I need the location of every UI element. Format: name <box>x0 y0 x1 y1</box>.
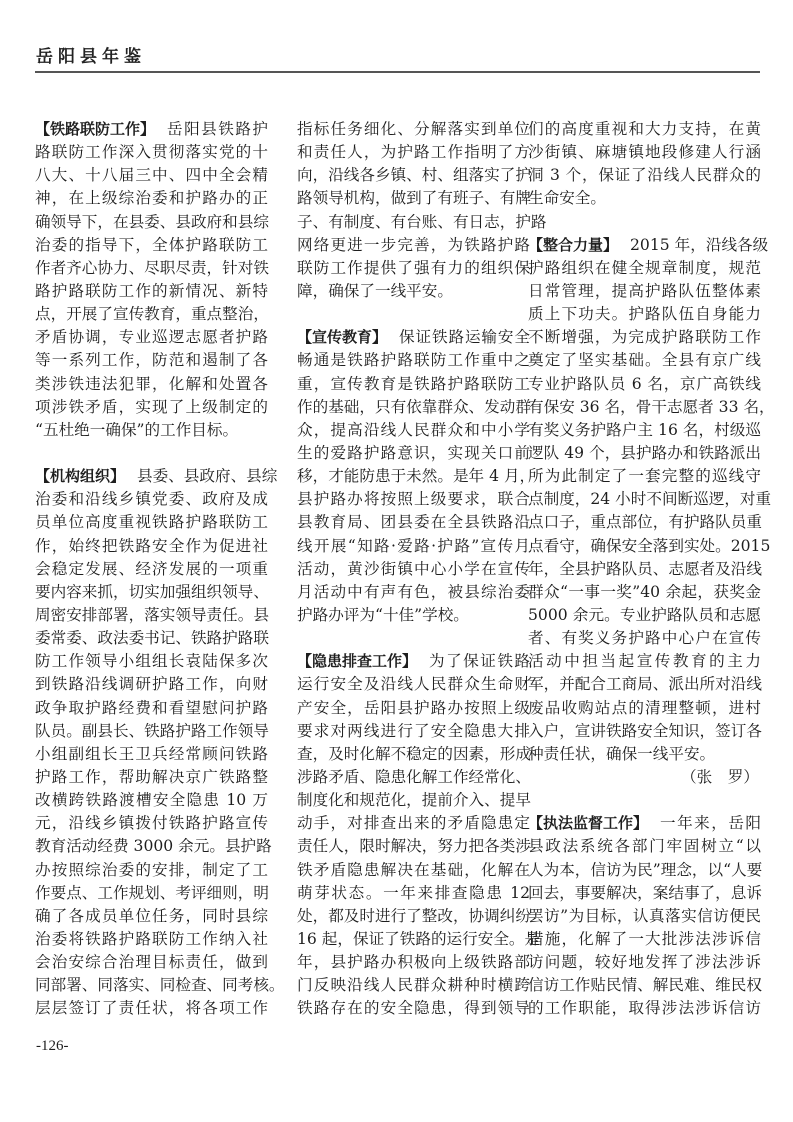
text-line: 日常管理，提高护路队伍整体素 <box>528 281 761 300</box>
text-line: 回去，事要解决，案结事了，息诉 <box>528 883 762 902</box>
section-heading: 【整合力量】 <box>528 235 619 254</box>
text-line: 项涉铁矛盾，实现了上级制定的 <box>35 397 268 416</box>
text-line: 信访工作贴民情、解民难、维民权 <box>528 976 762 995</box>
text-line: 入户，宣讲铁路安全知识，签订各 <box>528 721 762 740</box>
text-line: 办按照综治委的安排，制定了工 <box>35 860 268 879</box>
text-line: 专业护路队员 6 名，京广高铁线 <box>528 374 761 393</box>
paragraph-first-line <box>528 234 769 257</box>
text-line: 不断增强，为完成护路联防工作 <box>528 328 761 347</box>
page-number: -126- <box>36 1038 69 1054</box>
text-line: 政争取护路经费和看望慰问护路 <box>35 698 268 717</box>
running-header-title: 岳阳县年鉴 <box>36 47 146 67</box>
line-text: 为了保证铁路 <box>429 652 530 671</box>
text-line: 类涉铁违法犯罪，化解和处置各 <box>35 374 268 393</box>
paragraph-spacer <box>297 627 530 650</box>
text-line: 铁路存在的安全隐患，得到领导 <box>297 999 530 1018</box>
paragraph-spacer <box>528 789 761 812</box>
text-line: 的工作职能，取得涉法涉诉信访 <box>528 999 761 1018</box>
text-line: 队员。副县长、铁路护路工作领导 <box>35 721 269 740</box>
text-line: 人为本，信访为民”理念，以“人要 <box>528 860 763 879</box>
section-heading: 【宣传教育】 <box>297 328 388 347</box>
text-line: 有保安 36 名，骨干志愿者 33 名， <box>528 397 775 416</box>
text-line: 年，全县护路队员、志愿者及沿线 <box>528 559 762 578</box>
text-line: 5000 余元。专业护路队员和志愿 <box>528 605 761 624</box>
paragraph <box>528 118 761 211</box>
line-text: 一年来，岳阳 <box>660 814 761 833</box>
text-column-3 <box>528 118 775 1020</box>
text-line: 们的高度重视和大力支持，在黄 <box>528 120 761 138</box>
text-line: 路护路联防工作的新情况、新特 <box>35 281 268 300</box>
text-line: 会稳定发展、经济发展的一项重 <box>35 559 268 578</box>
text-line: 责任人，限时解决，努力把各类涉 <box>297 837 531 856</box>
section-heading: 【隐患排查工作】 <box>297 652 418 671</box>
text-line: 活动中担当起宣传教育的主力 <box>528 652 761 671</box>
paragraph-spacer <box>528 211 761 234</box>
text-line: 员单位高度重视铁路护路联防工 <box>35 513 268 532</box>
text-line: 所为此制定了一套完整的巡线守 <box>528 467 761 486</box>
text-line: 作者齐心协力、尽职尽责，针对铁 <box>35 258 269 277</box>
text-line: 措施，化解了一大批涉法涉诉信 <box>528 929 761 948</box>
text-line: 罢访”为目标，认真落实信访便民 <box>528 906 761 925</box>
text-line: 铁矛盾隐患解决在基础，化解在 <box>297 860 530 879</box>
text-column-1 <box>35 118 285 1020</box>
text-line: 作的基础，只有依靠群众、发动群 <box>297 397 531 416</box>
line-text: 保证铁路运输安全 <box>399 328 530 347</box>
text-line: 废品收购站点的清理整顿，进村 <box>528 698 761 717</box>
text-line: 沙街镇、麻塘镇地段修建人行涵 <box>528 143 761 162</box>
paragraph-first-line <box>35 118 268 141</box>
paragraph-first-line <box>297 650 530 673</box>
text-line: 路联防工作深入贯彻落实党的十 <box>35 143 268 162</box>
text-line: 县教育局、团县委在全县铁路沿 <box>297 513 530 532</box>
text-column-2 <box>297 118 547 1020</box>
text-line: 逻队 49 个，县护路办和铁路派出 <box>528 443 761 462</box>
text-line: 改横跨铁路渡槽安全隐患 10 万 <box>35 791 268 810</box>
paragraph-first-line <box>35 465 278 488</box>
paragraph <box>35 465 285 1020</box>
header-rule <box>35 71 760 73</box>
text-line: “五杜绝一确保”的工作目标。 <box>35 420 239 439</box>
text-line: 治委将铁路护路联防工作纳入社 <box>35 929 268 948</box>
text-line: 同部署、同落实、同检查、同考核。 <box>35 976 285 995</box>
text-line: 防工作领导小组组长袁陆保多次 <box>35 652 268 671</box>
text-line: 生命安全。 <box>528 189 606 208</box>
text-line: 护路工作，帮助解决京广铁路整 <box>35 767 268 786</box>
text-line: 动手，对排查出来的矛盾隐患定 <box>297 814 530 833</box>
text-line: 点制度，24 小时不间断巡逻，对重 <box>528 490 772 509</box>
text-line: 年，县护路办积极向上级铁路部 <box>297 953 530 972</box>
text-line: 联防工作提供了强有力的组织保 <box>297 258 530 277</box>
text-line: 点口子，重点部位，有护路队员重 <box>528 513 762 532</box>
text-line: 矛盾协调，专业巡逻志愿者护路 <box>35 328 268 347</box>
paragraph <box>297 326 536 627</box>
text-line: 委常委、政法委书记、铁路护路联 <box>35 629 269 648</box>
text-line: 处，都及时进行了整改，协调纠纷 <box>297 906 531 925</box>
paragraph-first-line <box>297 326 530 349</box>
paragraph-spacer <box>35 442 268 465</box>
text-line: 子、有制度、有台账、有日志，护路 <box>297 212 547 231</box>
text-line: 种责任状，确保一线平安。 <box>528 744 716 763</box>
paragraph-spacer <box>297 303 530 326</box>
paragraph <box>528 234 775 789</box>
line-text: 岳阳县铁路护 <box>167 120 268 138</box>
text-line: 制度化和规范化，提前介入、提早 <box>297 791 531 810</box>
text-line: 访问题，较好地发挥了涉法涉诉 <box>528 953 761 972</box>
text-line: 点，开展了宣传教育，重点整治， <box>35 305 269 324</box>
section-heading: 【执法监督工作】 <box>528 814 649 833</box>
text-line: 护路组织在健全规章制度，规范 <box>528 258 761 277</box>
text-line: 等一系列工作，防范和遏制了各 <box>35 351 268 370</box>
text-line: 有奖义务护路户主 16 名，村级巡 <box>528 420 761 439</box>
text-line: 线开展“知路·爱路·护路”宣传月 <box>297 536 530 555</box>
line-text: 2015 年，沿线各级 <box>630 235 769 254</box>
author-signature: （张 罗） <box>681 767 759 786</box>
line-text: 县委、县政府、县综 <box>137 467 278 486</box>
text-line: 作要点、工作规划、考评细则，明 <box>35 883 269 902</box>
text-line: 路领导机构，做到了有班子、有牌 <box>297 189 531 208</box>
text-line: 萌芽状态。一年来排查隐患 12 <box>297 883 530 902</box>
text-line: 层层签订了责任状，将各项工作 <box>35 999 268 1018</box>
paragraph-first-line <box>528 812 761 835</box>
text-line: 众，提高沿线人民群众和中小学 <box>297 420 530 439</box>
text-line: 护路办评为“十佳”学校。 <box>297 605 469 624</box>
text-line: 元，沿线乡镇拨付铁路护路宣传 <box>35 814 268 833</box>
text-line: 查，及时化解不稳定的因素，形成 <box>297 744 531 763</box>
text-line: 治委和沿线乡镇党委、政府及成 <box>35 490 268 509</box>
text-line: 涉路矛盾、隐患化解工作经常化、 <box>297 767 531 786</box>
text-line: 周密安排部署，落实领导责任。县 <box>35 605 269 624</box>
text-line: 质上下功夫。护路队伍自身能力 <box>528 305 761 324</box>
text-line: 16 起，保证了铁路的运行安全。是 <box>297 929 541 948</box>
text-line: 神，在上级综治委和护路办的正 <box>35 189 268 208</box>
text-line: 畅通是铁路护路联防工作重中之 <box>297 351 530 370</box>
text-line: 障，确保了一线平安。 <box>297 281 453 300</box>
text-line: 网络更进一步完善，为铁路护路 <box>297 235 530 254</box>
text-line: 会治安综合治理目标责任，做到 <box>35 953 268 972</box>
text-line: 和责任人，为护路工作指明了方 <box>297 143 530 162</box>
section-heading: 【铁路联防工作】 <box>35 120 156 138</box>
text-line: 小组副组长王卫兵经常顾问铁路 <box>35 744 268 763</box>
text-line: 县护路办将按照上级要求，联合 <box>297 490 530 509</box>
text-line: 生的爱路护路意识，实现关口前 <box>297 443 530 462</box>
text-line: 奠定了坚实基础。全县有京广线 <box>528 351 761 370</box>
text-line: 到铁路沿线调研护路工作，向财 <box>35 675 268 694</box>
text-line: 移，才能防患于未然。是年 4 月， <box>297 467 536 486</box>
text-line: 者、有奖义务护路中心户在宣传 <box>528 629 761 648</box>
text-line: 向，沿线各乡镇、村、组落实了护 <box>297 166 531 185</box>
text-line: 教育活动经费 3000 余元。县护路 <box>35 837 272 856</box>
text-line: 群众“一事一奖”40 余起，获奖金 <box>528 582 761 601</box>
text-line: 军，并配合工商局、派出所对沿线 <box>528 675 762 694</box>
text-line: 月活动中有声有色，被县综治委 <box>297 582 530 601</box>
text-line: 产安全，岳阳县护路办按照上级 <box>297 698 530 717</box>
text-line: 作，始终把铁路安全作为促进社 <box>35 536 268 555</box>
text-line: 要求对两线进行了安全隐患大排 <box>297 721 530 740</box>
paragraph <box>35 118 268 442</box>
text-line: 县政法系统各部门牢固树立“以 <box>528 837 761 856</box>
text-line: 门反映沿线人民群众耕种时横跨 <box>297 976 530 995</box>
paragraph <box>297 118 547 303</box>
paragraph <box>297 650 541 1020</box>
section-heading: 【机构组织】 <box>35 467 126 486</box>
text-line: 点看守，确保安全落到实处。2015 <box>528 536 771 555</box>
text-line: 确领导下，在县委、县政府和县综 <box>35 212 269 231</box>
paragraph <box>528 812 761 1020</box>
text-line: 八大、十八届三中、四中全会精 <box>35 166 268 185</box>
text-line: 活动，黄沙街镇中心小学在宣传 <box>297 559 530 578</box>
text-line: 要内容来抓，切实加强组织领导、 <box>35 582 269 601</box>
text-line: 运行安全及沿线人民群众生命财 <box>297 675 530 694</box>
text-line: 指标任务细化、分解落实到单位 <box>297 120 530 138</box>
text-line: 洞 3 个，保证了沿线人民群众的 <box>528 166 761 185</box>
text-line: 治委的指导下，全体护路联防工 <box>35 235 268 254</box>
text-line: 重，宣传教育是铁路护路联防工 <box>297 374 530 393</box>
text-line: 确了各成员单位任务，同时县综 <box>35 906 268 925</box>
